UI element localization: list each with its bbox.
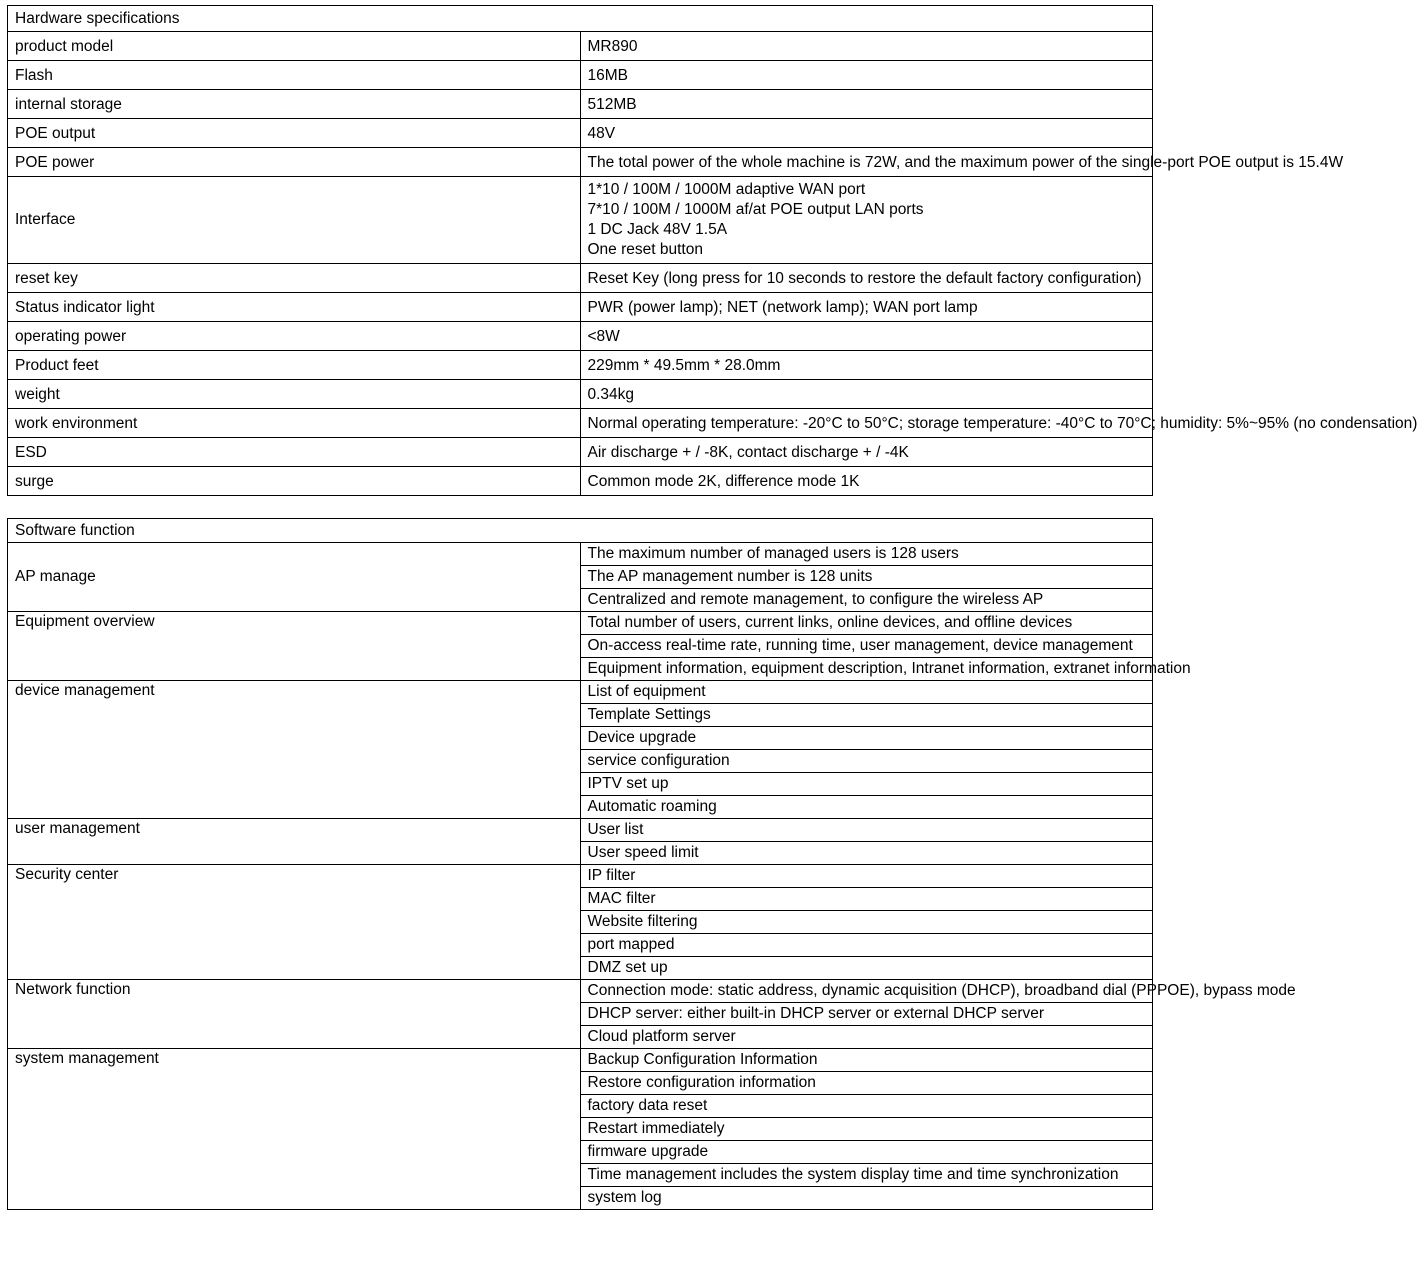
spec-label: Flash	[8, 61, 581, 90]
spec-label: weight	[8, 380, 581, 409]
function-item: Centralized and remote management, to configure the wireless AP	[580, 589, 1153, 612]
spec-value: Air discharge + / -8K, contact discharge + / -4K	[580, 438, 1153, 467]
spec-value: 512MB	[580, 90, 1153, 119]
spec-value: Normal operating temperature: -20°C to 50°C; storage temperature: -40°C to 70°C; humidity: 5%~95% (no condensation)	[580, 409, 1153, 438]
spec-value	[580, 177, 1153, 264]
spec-value: The total power of the whole machine is 72W, and the maximum power of the single-port POE output is 15.4W	[580, 148, 1153, 177]
function-item: factory data reset	[580, 1095, 1153, 1118]
function-item: Time management includes the system display time and time synchronization	[580, 1164, 1153, 1187]
function-group-label: device management	[8, 681, 581, 819]
spec-row	[8, 380, 1153, 409]
function-item: The maximum number of managed users is 128 users	[580, 543, 1153, 566]
function-row	[8, 543, 1153, 566]
function-group-label: user management	[8, 819, 581, 865]
function-group-label: AP manage	[8, 543, 581, 612]
function-item: User speed limit	[580, 842, 1153, 865]
spec-value: MR890	[580, 32, 1153, 61]
function-group-label: Security center	[8, 865, 581, 980]
function-item: Restore configuration information	[580, 1072, 1153, 1095]
function-item: firmware upgrade	[580, 1141, 1153, 1164]
spec-row	[8, 61, 1153, 90]
spec-row	[8, 32, 1153, 61]
spec-value: 48V	[580, 119, 1153, 148]
function-item: The AP management number is 128 units	[580, 566, 1153, 589]
spec-row	[8, 351, 1153, 380]
function-row	[8, 865, 1153, 888]
spec-label: ESD	[8, 438, 581, 467]
spec-label: Status indicator light	[8, 293, 581, 322]
function-row	[8, 1049, 1153, 1072]
spec-label: reset key	[8, 264, 581, 293]
spec-value-line: 7*10 / 100M / 1000M af/at POE output LAN ports	[587, 201, 924, 218]
spec-label: surge	[8, 467, 581, 496]
function-item: Automatic roaming	[580, 796, 1153, 819]
spec-label: work environment	[8, 409, 581, 438]
function-item: DMZ set up	[580, 957, 1153, 980]
spec-value-line: One reset button	[587, 241, 703, 258]
spec-value: <8W	[580, 322, 1153, 351]
function-item: Backup Configuration Information	[580, 1049, 1153, 1072]
function-item: service configuration	[580, 750, 1153, 773]
function-row	[8, 681, 1153, 704]
spec-value: 229mm * 49.5mm * 28.0mm	[580, 351, 1153, 380]
spec-row	[8, 438, 1153, 467]
function-item: MAC filter	[580, 888, 1153, 911]
hardware-table-title: Hardware specifications	[8, 6, 1153, 32]
spec-label: Interface	[8, 177, 581, 264]
function-item: On-access real-time rate, running time, user management, device management	[580, 635, 1153, 658]
spec-row	[8, 264, 1153, 293]
function-item: IP filter	[580, 865, 1153, 888]
function-item: User list	[580, 819, 1153, 842]
spec-label: POE power	[8, 148, 581, 177]
spec-label: POE output	[8, 119, 581, 148]
spec-value-line: 1*10 / 100M / 1000M adaptive WAN port	[587, 181, 866, 198]
spec-row	[8, 148, 1153, 177]
spec-value-line: 1 DC Jack 48V 1.5A	[587, 221, 728, 238]
spec-value: 16MB	[580, 61, 1153, 90]
function-item: Restart immediately	[580, 1118, 1153, 1141]
function-item: Total number of users, current links, online devices, and offline devices	[580, 612, 1153, 635]
function-item: Website filtering	[580, 911, 1153, 934]
function-group-label: Equipment overview	[8, 612, 581, 681]
spec-label: Product feet	[8, 351, 581, 380]
spec-row	[8, 467, 1153, 496]
software-function-table	[7, 518, 1296, 1210]
function-item: Template Settings	[580, 704, 1153, 727]
spec-row	[8, 322, 1153, 351]
function-item: system log	[580, 1187, 1153, 1210]
function-item: Cloud platform server	[580, 1026, 1153, 1049]
spec-row	[8, 293, 1153, 322]
function-item: IPTV set up	[580, 773, 1153, 796]
function-group-label: Network function	[8, 980, 581, 1049]
function-group-label: system management	[8, 1049, 581, 1210]
function-row	[8, 819, 1153, 842]
spec-label: operating power	[8, 322, 581, 351]
spec-value: Reset Key (long press for 10 seconds to restore the default factory configuration)	[580, 264, 1153, 293]
spec-row	[8, 177, 1153, 264]
spec-row	[8, 90, 1153, 119]
function-item: List of equipment	[580, 681, 1153, 704]
spec-value: 0.34kg	[580, 380, 1153, 409]
spec-value: PWR (power lamp); NET (network lamp); WAN port lamp	[580, 293, 1153, 322]
spec-label: product model	[8, 32, 581, 61]
spec-value: Common mode 2K, difference mode 1K	[580, 467, 1153, 496]
function-row	[8, 980, 1153, 1003]
function-item: Equipment information, equipment description, Intranet information, extranet information	[580, 658, 1153, 681]
hardware-spec-table	[7, 5, 1417, 496]
function-row	[8, 612, 1153, 635]
function-item: Device upgrade	[580, 727, 1153, 750]
function-item: port mapped	[580, 934, 1153, 957]
function-item: Connection mode: static address, dynamic acquisition (DHCP), broadband dial (PPPOE), bypass mode	[580, 980, 1153, 1003]
spec-row	[8, 119, 1153, 148]
spec-label: internal storage	[8, 90, 581, 119]
spec-row	[8, 409, 1153, 438]
software-table-title: Software function	[8, 519, 1153, 543]
function-item: DHCP server: either built-in DHCP server or external DHCP server	[580, 1003, 1153, 1026]
